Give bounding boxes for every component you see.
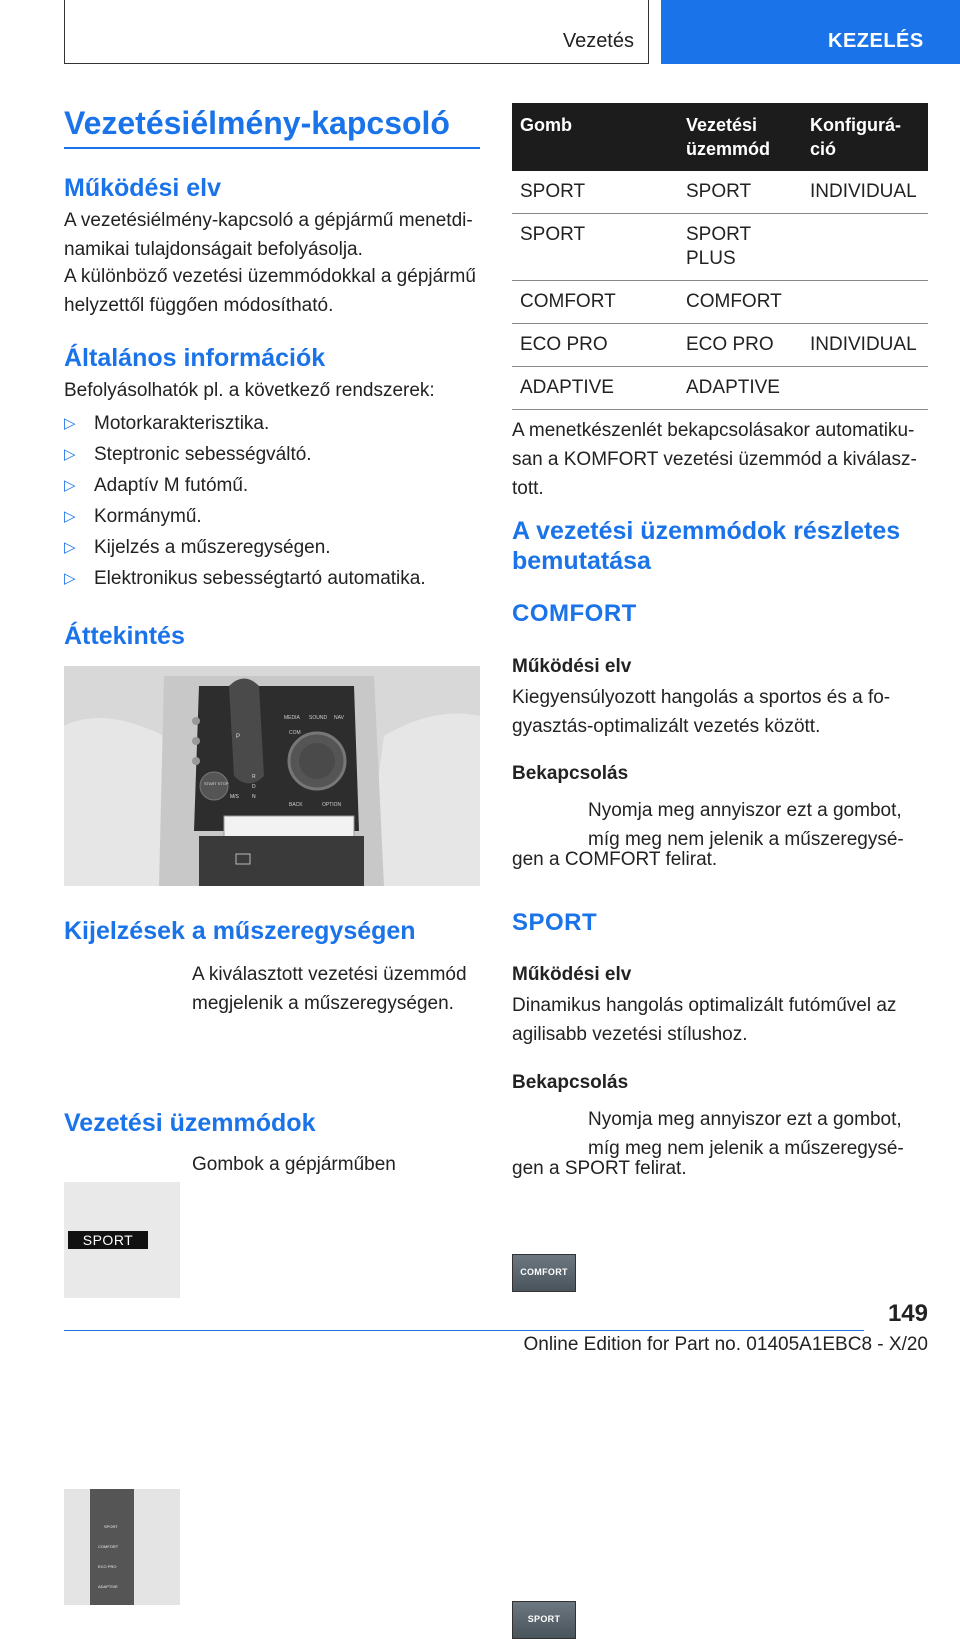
console-label-media: MEDIA — [284, 715, 300, 721]
table-row — [512, 171, 928, 214]
table-cell: COMFORT — [678, 281, 802, 324]
table-cell: ADAPTIVE — [512, 367, 678, 410]
table-cell — [802, 281, 928, 324]
table-header-cell: Gomb — [512, 103, 678, 171]
table-cell — [802, 214, 928, 281]
comfort-activation-text-b: gen a COMFORT felirat. — [512, 849, 718, 870]
driving-modes-heading: Vezetési üzemmódok — [64, 1109, 316, 1137]
page-title: Vezetésiélmény-kapcsoló — [64, 105, 450, 141]
general-info-heading: Általános információk — [64, 344, 326, 372]
sport-display-image — [64, 1182, 180, 1298]
table-cell: ADAPTIVE — [678, 367, 802, 410]
table-cell: COMFORT — [512, 281, 678, 324]
triangle-bullet-icon: ▷ — [64, 415, 76, 432]
table-cell: SPORT — [512, 214, 678, 281]
footer-rule — [64, 1330, 864, 1331]
console-label-nav: NAV — [334, 715, 344, 721]
principle-text-2: A különböző vezetési üzemmódokkal a gépjármű helyzettől függően módosítható. — [64, 266, 476, 316]
principle-text-1: A vezetésiélmény-kapcsoló a gépjármű menetdi-namikai tulajdonságait befolyásolja. — [64, 210, 473, 260]
systems-list — [64, 408, 480, 594]
center-console-illustration — [64, 666, 480, 886]
comfort-button-image — [512, 1254, 576, 1292]
comfort-heading: COMFORT — [512, 600, 637, 627]
footer-edition: Online Edition for Part no. 01405A1EBC8 - X/20 — [523, 1334, 928, 1355]
table-row — [512, 367, 928, 410]
console-label-com: COM — [289, 730, 301, 736]
sport-heading: SPORT — [512, 909, 598, 936]
console-label-ms: M/S — [230, 794, 239, 800]
list-item: ▷ Elektronikus sebességtartó automatika. — [64, 563, 480, 594]
table-header-cell: Vezetési üzemmód — [678, 103, 802, 171]
comfort-principle-text: Kiegyensúlyozott hangolás a sportos és a fo-gyasztás-optimalizált vezetés között. — [512, 687, 891, 737]
console-label-back: BACK — [289, 802, 303, 808]
console-label-p: P — [236, 734, 241, 740]
table-cell: SPORT — [512, 171, 678, 214]
triangle-bullet-icon: ▷ — [64, 477, 76, 494]
list-item: ▷ Kormánymű. — [64, 501, 480, 532]
principle-heading: Működési elv — [64, 174, 221, 202]
triangle-bullet-icon: ▷ — [64, 570, 76, 587]
table-header-row — [512, 103, 928, 171]
comfort-activation-text-a: Nyomja meg annyiszor ezt a gombot, míg meg nem jelenik a műszeregysé- — [588, 800, 904, 850]
sport-principle-heading: Működési elv — [512, 964, 632, 985]
header-chapter-tab — [661, 0, 960, 64]
displays-text: A kiválasztott vezetési üzemmód megjelenik a műszeregységen. — [192, 964, 467, 1014]
table-cell: INDIVIDUAL — [802, 324, 928, 367]
console-label-sound: SOUND — [309, 715, 328, 721]
sport-activation-heading: Bekapcsolás — [512, 1072, 629, 1093]
mode-buttons-labels: SPORT COMFORT ECO PRO ADAPTIVE — [98, 1524, 119, 1589]
table-cell: SPORT PLUS — [678, 214, 802, 281]
triangle-bullet-icon: ▷ — [64, 446, 76, 463]
table-cell: ECO PRO — [512, 324, 678, 367]
list-item: ▷ Steptronic sebességváltó. — [64, 439, 480, 470]
header-section-title: Vezetés — [562, 30, 634, 52]
console-label-option: OPTION — [322, 802, 342, 808]
table-header-cell: Konfigurá-ció — [802, 103, 928, 171]
list-item: ▷ Kijelzés a műszeregységen. — [64, 532, 480, 563]
sport-principle-text: Dinamikus hangolás optimalizált futóművel az agilisabb vezetési stílushoz. — [512, 995, 897, 1045]
console-label-d: D — [252, 784, 256, 790]
triangle-bullet-icon: ▷ — [64, 508, 76, 525]
mode-buttons-image — [64, 1489, 180, 1605]
triangle-bullet-icon: ▷ — [64, 539, 76, 556]
header-section-box — [64, 0, 649, 64]
sport-button-label: SPORT — [527, 1614, 561, 1624]
comfort-button-label: COMFORT — [520, 1267, 568, 1277]
modes-table — [512, 103, 928, 410]
table-cell: ECO PRO — [678, 324, 802, 367]
displays-heading: Kijelzések a műszeregységen — [64, 917, 416, 945]
center-console-image — [64, 666, 480, 886]
comfort-activation-heading: Bekapcsolás — [512, 763, 629, 784]
header-chapter-title: KEZELÉS — [828, 30, 924, 52]
sport-display-badge: SPORT — [68, 1231, 148, 1249]
table-cell: INDIVIDUAL — [802, 171, 928, 214]
list-item: ▷ Motorkarakterisztika. — [64, 408, 480, 439]
page-number: 149 — [887, 1300, 928, 1327]
title-rule — [64, 147, 480, 149]
overview-heading: Áttekintés — [64, 622, 185, 650]
sport-activation-text-b: gen a SPORT felirat. — [512, 1158, 687, 1179]
table-cell — [802, 367, 928, 410]
sport-activation-text-a: Nyomja meg annyiszor ezt a gombot, míg meg nem jelenik a műszeregysé- — [588, 1109, 904, 1159]
table-row — [512, 281, 928, 324]
general-info-intro: Befolyásolhatók pl. a következő rendszerek: — [64, 380, 435, 401]
console-label-start-stop: START STOP — [204, 781, 229, 786]
table-row — [512, 324, 928, 367]
details-heading: A vezetési üzemmódok részletes bemutatása — [512, 517, 901, 575]
console-label-r: R — [252, 774, 256, 780]
table-cell: SPORT — [678, 171, 802, 214]
comfort-principle-heading: Működési elv — [512, 656, 632, 677]
default-mode-note: A menetkészenlét bekapcsolásakor automatiku-san a KOMFORT vezetési üzemmód a kiválasz-tott. — [512, 420, 917, 499]
sport-button-image — [512, 1601, 576, 1639]
table-row — [512, 214, 928, 281]
console-label-n: N — [252, 794, 256, 800]
list-item: ▷ Adaptív M futómű. — [64, 470, 480, 501]
driving-modes-text: Gombok a gépjárműben — [192, 1154, 396, 1175]
